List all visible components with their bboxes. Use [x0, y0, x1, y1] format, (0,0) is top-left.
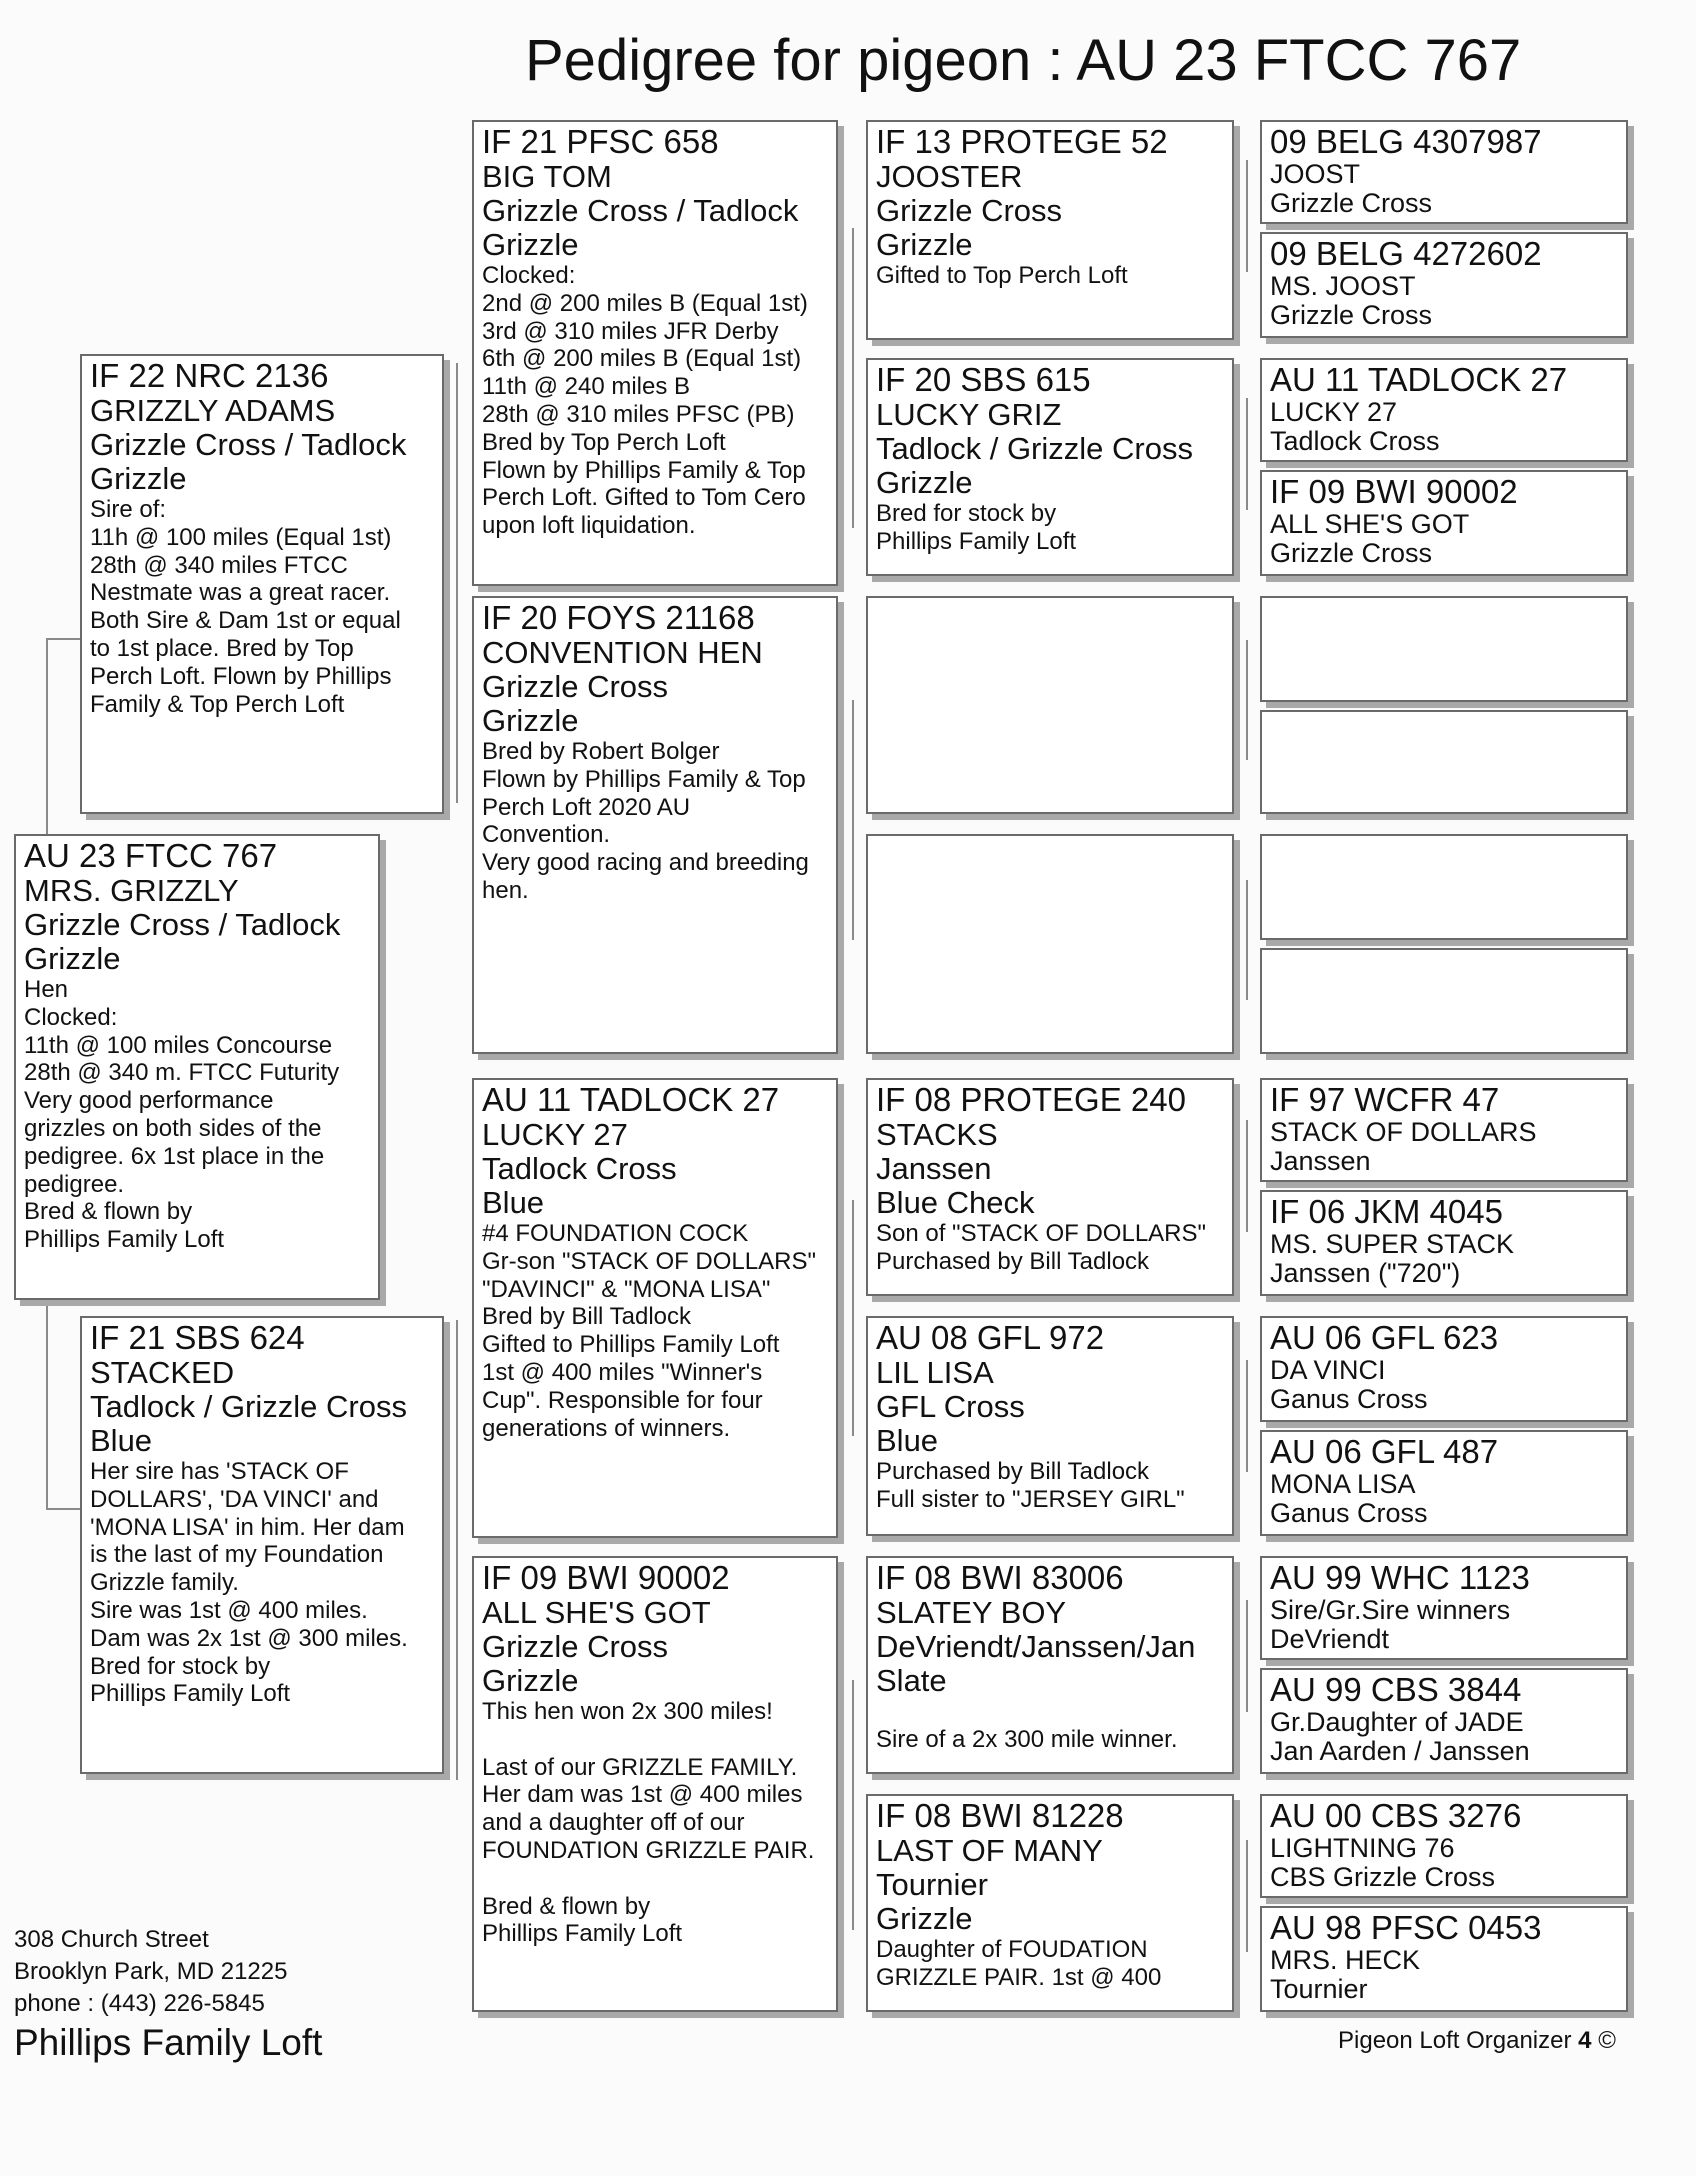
pigeon-strain: Grizzle Cross [1270, 300, 1433, 330]
pigeon-note: Bred & flown by [482, 1892, 651, 1920]
pigeon-note: to 1st place. Bred by Top [90, 634, 354, 662]
pigeon-note: Phillips Family Loft [482, 1920, 683, 1948]
ring-number: IF 97 WCFR 47 [1270, 1081, 1500, 1118]
pigeon-note: Phillips Family Loft [90, 1680, 291, 1708]
pigeon-note: 1st @ 400 miles "Winner's [482, 1358, 763, 1386]
ring-number: IF 21 SBS 624 [90, 1319, 305, 1356]
pigeon-name: MRS. GRIZZLY [24, 873, 239, 908]
pigeon-strain: Tadlock Cross [482, 1151, 677, 1186]
pigeon-strain: Janssen ("720") [1270, 1258, 1461, 1288]
software-version: 4 [1578, 2027, 1592, 2054]
pigeon-card-dam[interactable] [80, 1316, 444, 1774]
pigeon-note: Clocked: [24, 1003, 118, 1031]
pigeon-color: Grizzle [876, 1901, 973, 1936]
ring-number: IF 08 PROTEGE 240 [876, 1081, 1186, 1118]
ring-number: IF 20 SBS 615 [876, 361, 1091, 398]
pigeon-name: Sire/Gr.Sire winners [1270, 1595, 1511, 1625]
pigeon-note: Purchased by Bill Tadlock [876, 1247, 1150, 1275]
pigeon-strain: Grizzle Cross [1270, 188, 1433, 218]
pigeon-note: Phillips Family Loft [24, 1226, 225, 1254]
pigeon-note: Full sister to "JERSEY GIRL" [876, 1485, 1185, 1513]
pigeon-note: Bred for stock by [876, 500, 1057, 527]
ring-number: AU 99 CBS 3844 [1270, 1671, 1522, 1708]
pigeon-note: Very good performance [24, 1087, 274, 1115]
pigeon-note: 28th @ 340 m. FTCC Futurity [24, 1059, 340, 1087]
pigeon-note: Gifted to Phillips Family Loft [482, 1331, 780, 1359]
ring-number: IF 22 NRC 2136 [90, 357, 329, 394]
pigeon-strain: CBS Grizzle Cross [1270, 1862, 1496, 1892]
pigeon-note: #4 FOUNDATION COCK [482, 1220, 749, 1247]
pigeon-card-great-great-grandparent[interactable] [1260, 834, 1628, 940]
pigeon-card-great-great-grandparent[interactable] [1260, 120, 1628, 224]
pigeon-card-great-great-grandparent[interactable] [1260, 1668, 1628, 1774]
ring-number: AU 98 PFSC 0453 [1270, 1909, 1542, 1946]
pigeon-note: Her sire has 'STACK OF [90, 1458, 349, 1485]
ring-number: IF 08 BWI 81228 [876, 1797, 1124, 1834]
copyright-symbol: © [1598, 2027, 1616, 2054]
pigeon-note: Flown by Phillips Family & Top [482, 456, 806, 484]
pigeon-name: ALL SHE'S GOT [482, 1595, 711, 1630]
pigeon-note: Her dam was 1st @ 400 miles [482, 1781, 803, 1809]
pigeon-note: Gifted to Top Perch Loft [876, 262, 1128, 289]
pigeon-note: DOLLARS', 'DA VINCI' and [90, 1485, 379, 1513]
pigeon-name: STACK OF DOLLARS [1270, 1117, 1537, 1147]
pigeon-card-great-great-grandparent[interactable] [1260, 232, 1628, 338]
ring-number: 09 BELG 4307987 [1270, 123, 1542, 160]
pigeon-card-great-grandparent[interactable] [866, 120, 1234, 340]
pigeon-card-grandparent[interactable] [472, 1078, 838, 1538]
pigeon-color: Grizzle [876, 465, 973, 500]
pigeon-note: Perch Loft. Gifted to Tom Cero [482, 484, 806, 512]
pigeon-name: Gr.Daughter of JADE [1270, 1707, 1524, 1737]
pigeon-strain: Tournier [1270, 1974, 1368, 2004]
pigeon-note: Phillips Family Loft [876, 527, 1077, 555]
pigeon-name: MRS. HECK [1270, 1945, 1421, 1975]
software-name: Pigeon Loft Organizer [1338, 2027, 1572, 2054]
connector-line [46, 638, 82, 838]
pigeon-name: GRIZZLY ADAMS [90, 393, 336, 428]
pigeon-color: Blue [482, 1185, 545, 1220]
pigeon-name: CONVENTION HEN [482, 635, 763, 670]
pigeon-color: Blue [90, 1423, 153, 1458]
pigeon-note: 28th @ 310 miles PFSC (PB) [482, 400, 795, 428]
pigeon-name: LUCKY 27 [482, 1117, 628, 1152]
ring-number: AU 06 GFL 487 [1270, 1433, 1499, 1470]
pigeon-note: Daughter of FOUDATION [876, 1936, 1148, 1963]
pigeon-strain: Janssen [876, 1151, 992, 1186]
pigeon-card-great-great-grandparent[interactable] [1260, 1430, 1628, 1536]
pigeon-name: LUCKY 27 [1270, 397, 1398, 427]
ring-number: IF 08 BWI 83006 [876, 1559, 1124, 1596]
pigeon-note: 2nd @ 200 miles B (Equal 1st) [482, 289, 808, 317]
pigeon-note: Bred by Top Perch Loft [482, 428, 726, 456]
pigeon-card-great-grandparent[interactable] [866, 1556, 1234, 1774]
pigeon-card-great-great-grandparent[interactable] [1260, 1556, 1628, 1660]
pigeon-strain: Janssen [1270, 1146, 1371, 1176]
pigeon-color: Grizzle [482, 1663, 579, 1698]
pigeon-strain: Grizzle Cross / Tadlock [90, 427, 407, 462]
pigeon-name: STACKED [90, 1355, 235, 1390]
pigeon-note: grizzles on both sides of the [24, 1114, 322, 1142]
pigeon-note: is the last of my Foundation [90, 1541, 384, 1569]
pigeon-note: "DAVINCI" & "MONA LISA" [482, 1275, 771, 1303]
pigeon-card-great-great-grandparent[interactable] [1260, 358, 1628, 462]
pigeon-note: Son of "STACK OF DOLLARS" [876, 1220, 1207, 1247]
pigeon-note: Hen [24, 976, 69, 1003]
pigeon-color: Grizzle [482, 227, 579, 262]
pigeon-name: SLATEY BOY [876, 1595, 1067, 1630]
pigeon-note: 11th @ 240 miles B [482, 373, 691, 401]
pigeon-note [876, 1698, 1224, 1726]
pigeon-color: Grizzle [24, 941, 121, 976]
pigeon-note: This hen won 2x 300 miles! [482, 1698, 773, 1725]
pigeon-card-great-grandparent[interactable] [866, 834, 1234, 1054]
pigeon-card-grandparent[interactable] [472, 596, 838, 1054]
pigeon-card-great-great-grandparent[interactable] [1260, 1316, 1628, 1422]
address-line: 308 Church Street [14, 1926, 209, 1953]
ring-number: AU 23 FTCC 767 [24, 837, 278, 874]
pigeon-note: Gr-son "STACK OF DOLLARS" [482, 1247, 816, 1275]
pigeon-note: pedigree. 6x 1st place in the [24, 1142, 325, 1170]
pigeon-note: Bred & flown by [24, 1198, 193, 1226]
pigeon-card-great-grandparent[interactable] [866, 1078, 1234, 1296]
pigeon-card-great-great-grandparent[interactable] [1260, 1906, 1628, 2012]
pigeon-name: JOOST [1270, 159, 1361, 189]
pigeon-name: MS. SUPER STACK [1270, 1229, 1515, 1259]
pigeon-note: Sire was 1st @ 400 miles. [90, 1596, 368, 1624]
address-line: Brooklyn Park, MD 21225 [14, 1958, 288, 1985]
ring-number: IF 13 PROTEGE 52 [876, 123, 1168, 160]
pigeon-card-great-great-grandparent[interactable] [1260, 1794, 1628, 1898]
loft-address [14, 1924, 287, 2020]
pigeon-note: Clocked: [482, 262, 576, 289]
pigeon-card-great-grandparent[interactable] [866, 1794, 1234, 2012]
ring-number: IF 21 PFSC 658 [482, 123, 719, 160]
pigeon-strain: Ganus Cross [1270, 1384, 1428, 1414]
pigeon-note: GRIZZLE PAIR. 1st @ 400 [876, 1963, 1162, 1991]
connector-line [46, 1300, 82, 1510]
pigeon-name: STACKS [876, 1117, 998, 1152]
pigeon-name: ALL SHE'S GOT [1270, 509, 1470, 539]
pigeon-card-grandparent[interactable] [472, 1556, 838, 2012]
pigeon-note: 11th @ 100 miles Concourse [24, 1031, 333, 1059]
pigeon-note: upon loft liquidation. [482, 512, 696, 540]
pigeon-strain: Tournier [876, 1867, 988, 1902]
pigeon-name: BIG TOM [482, 159, 612, 194]
pigeon-note: Dam was 2x 1st @ 300 miles. [90, 1624, 408, 1652]
ring-number: IF 09 BWI 90002 [482, 1559, 730, 1596]
pigeon-note: 'MONA LISA' in him. Her dam [90, 1513, 405, 1541]
ring-number: AU 08 GFL 972 [876, 1319, 1105, 1356]
pigeon-card-subject[interactable] [14, 834, 380, 1300]
pigeon-note: Last of our GRIZZLE FAMILY. [482, 1753, 798, 1781]
pigeon-name: JOOSTER [876, 159, 1023, 194]
pigeon-card-great-great-grandparent[interactable] [1260, 1190, 1628, 1296]
pigeon-strain: Tadlock / Grizzle Cross [876, 431, 1193, 466]
pigeon-note: pedigree. [24, 1170, 125, 1198]
pigeon-note: and a daughter off of our [482, 1809, 745, 1837]
pigeon-color: Blue [876, 1423, 939, 1458]
pigeon-note: Flown by Phillips Family & Top [482, 765, 806, 793]
pigeon-color: Grizzle [876, 227, 973, 262]
pigeon-note: Both Sire & Dam 1st or equal [90, 607, 401, 635]
ring-number: AU 11 TADLOCK 27 [482, 1081, 780, 1118]
pigeon-note [482, 1865, 828, 1893]
pigeon-note: generations of winners. [482, 1414, 731, 1442]
ring-number: IF 20 FOYS 21168 [482, 599, 755, 636]
pigeon-note: FOUNDATION GRIZZLE PAIR. [482, 1836, 815, 1864]
pigeon-note: 11h @ 100 miles (Equal 1st) [90, 523, 392, 551]
pigeon-card-great-great-grandparent[interactable] [1260, 948, 1628, 1054]
pigeon-card-grandparent[interactable] [472, 120, 838, 586]
pigeon-note: Perch Loft. Flown by Phillips [90, 662, 392, 690]
pigeon-strain: DeVriendt [1270, 1624, 1390, 1654]
pigeon-note: Grizzle family. [90, 1569, 239, 1597]
pigeon-strain: Grizzle Cross / Tadlock [24, 907, 341, 942]
pigeon-color: Slate [876, 1663, 947, 1698]
pigeon-note: 28th @ 340 miles FTCC [90, 551, 348, 579]
pigeon-strain: Jan Aarden / Janssen [1270, 1736, 1530, 1766]
ring-number: IF 09 BWI 90002 [1270, 473, 1518, 510]
pigeon-note: 6th @ 200 miles B (Equal 1st) [482, 345, 802, 373]
pigeon-name: LAST OF MANY [876, 1833, 1103, 1868]
ring-number: IF 06 JKM 4045 [1270, 1193, 1503, 1230]
pigeon-strain: GFL Cross [876, 1389, 1025, 1424]
pigeon-card-great-grandparent[interactable] [866, 1316, 1234, 1536]
pigeon-strain: Grizzle Cross [1270, 538, 1433, 568]
ring-number: AU 00 CBS 3276 [1270, 1797, 1522, 1834]
pigeon-strain: Tadlock / Grizzle Cross [90, 1389, 407, 1424]
pigeon-strain: Ganus Cross [1270, 1498, 1428, 1528]
pigeon-note: Nestmate was a great racer. [90, 579, 391, 607]
ring-number: AU 06 GFL 623 [1270, 1319, 1499, 1356]
pigeon-name: DA VINCI [1270, 1355, 1386, 1385]
pigeon-card-great-great-grandparent[interactable] [1260, 596, 1628, 702]
pigeon-note: Very good racing and breeding [482, 849, 809, 877]
pigeon-note: Bred by Robert Bolger [482, 738, 720, 765]
pigeon-strain: Tadlock Cross [1270, 426, 1440, 456]
pigeon-strain: DeVriendt/Janssen/Jan [876, 1629, 1196, 1664]
pigeon-note: Sire of: [90, 496, 167, 523]
pigeon-card-great-great-grandparent[interactable] [1260, 470, 1628, 576]
pigeon-card-sire[interactable] [80, 354, 444, 814]
pigeon-note: Bred by Bill Tadlock [482, 1303, 691, 1331]
pigeon-name: MS. JOOST [1270, 271, 1416, 301]
ring-number: AU 99 WHC 1123 [1270, 1559, 1530, 1596]
pigeon-note: Convention. [482, 821, 611, 849]
pigeon-note: Bred for stock by [90, 1652, 271, 1680]
pigeon-color: Grizzle [482, 703, 579, 738]
pigeon-note: Family & Top Perch Loft [90, 690, 345, 718]
page-title: Pedigree for pigeon : AU 23 FTCC 767 [525, 28, 1522, 93]
pigeon-name: LUCKY GRIZ [876, 397, 1062, 432]
pigeon-card-great-grandparent[interactable] [866, 358, 1234, 576]
phone-line: phone : (443) 226-5845 [14, 1990, 265, 2017]
pigeon-name: MONA LISA [1270, 1469, 1416, 1499]
pigeon-name: LIL LISA [876, 1355, 994, 1390]
pigeon-card-great-great-grandparent[interactable] [1260, 710, 1628, 814]
pigeon-strain: Grizzle Cross [482, 669, 669, 704]
pigeon-note: Perch Loft 2020 AU [482, 793, 691, 821]
pigeon-card-great-great-grandparent[interactable] [1260, 1078, 1628, 1182]
pigeon-note: Cup". Responsible for four [482, 1386, 763, 1414]
pigeon-strain: Grizzle Cross [876, 193, 1063, 228]
loft-name: Phillips Family Loft [14, 2022, 323, 2063]
pigeon-color: Blue Check [876, 1185, 1035, 1220]
ring-number: AU 11 TADLOCK 27 [1270, 361, 1568, 398]
pigeon-color: Grizzle [90, 461, 187, 496]
pigeon-strain: Grizzle Cross / Tadlock [482, 193, 799, 228]
software-credit [1338, 2026, 1616, 2056]
pigeon-name: LIGHTNING 76 [1270, 1833, 1455, 1863]
pigeon-note [482, 1726, 828, 1754]
pigeon-note: 3rd @ 310 miles JFR Derby [482, 317, 779, 345]
pigeon-note: Sire of a 2x 300 mile winner. [876, 1725, 1178, 1753]
pigeon-strain: Grizzle Cross [482, 1629, 669, 1664]
pigeon-note: Purchased by Bill Tadlock [876, 1458, 1150, 1485]
pigeon-note: hen. [482, 876, 529, 904]
ring-number: 09 BELG 4272602 [1270, 235, 1542, 272]
pigeon-card-great-grandparent[interactable] [866, 596, 1234, 814]
